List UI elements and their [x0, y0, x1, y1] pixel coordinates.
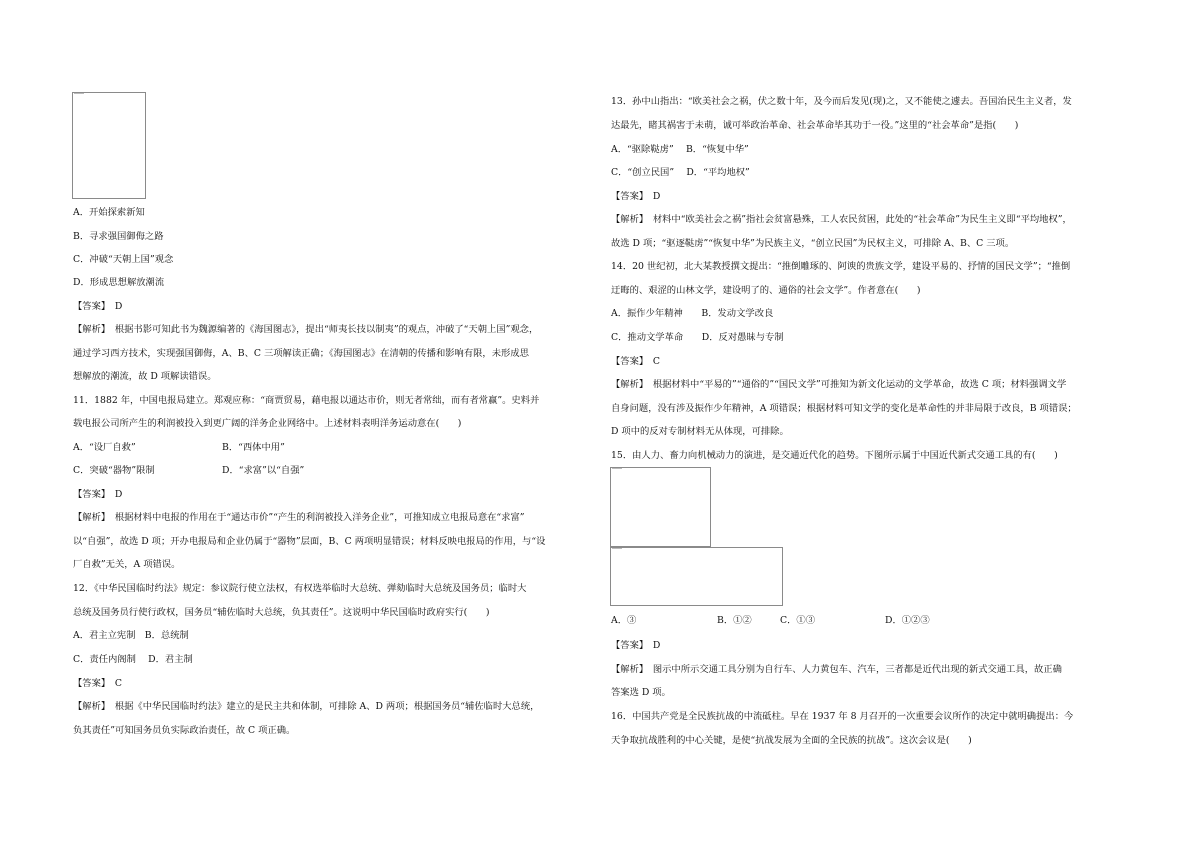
- q11-analysis-line-1: 【解析】 根据材料中电报的作用在于“通达市价”“产生的利润被投入洋务企业”，可推知成立电报局意在“求富”: [73, 512, 525, 523]
- q13-answer: 【答案】 D: [611, 191, 661, 202]
- q15-option-c: C．①③: [780, 615, 816, 626]
- q12-stem-line-2: 总统及国务员行使行政权，国务员“辅佐临时大总统，负其责任”。这说明中华民国临时政府实行( ): [73, 607, 490, 618]
- q11-stem-line-2: 载电报公司所产生的利润被投入到更广阔的洋务企业网络中。上述材料表明洋务运动意在( ): [73, 418, 462, 429]
- q10-option-c: C．冲破“天朝上国”观念: [73, 254, 174, 265]
- q10-analysis-line-2: 通过学习西方技术，实现强国御侮，A、B、C 三项解读正确；《海国图志》在清朝的传播和影响有限，未形成思: [73, 348, 529, 359]
- q10-option-b: B．寻求强国御侮之路: [73, 231, 164, 242]
- q14-stem-line-2: 迂晦的、艰涩的山林文学，建设明了的、通俗的社会文学”。作者意在( ): [611, 285, 921, 296]
- q15-answer: 【答案】 D: [611, 640, 661, 651]
- q10-option-a: A．开始探索新知: [73, 207, 145, 218]
- q15-option-b: B．①②: [717, 615, 752, 626]
- book-cover-image: [72, 92, 146, 199]
- q14-analysis-line-3: D 项中的反对专制材料无从体现，可排除。: [611, 426, 789, 437]
- q15-stem: 15．由人力、畜力向机械动力的演进，是交通近代化的趋势。下图所示属于中国近代新式交通工具的有( ): [611, 450, 1058, 461]
- q15-analysis-line-1: 【解析】 图示中所示交通工具分别为自行车、人力黄包车、汽车，三者都是近代出现的新式交通工具，故正确: [611, 664, 1062, 675]
- q10-option-d: D．形成思想解放潮流: [73, 277, 165, 288]
- q12-analysis-line-1: 【解析】 根据《中华民国临时约法》建立的是民主共和体制，可排除 A、D 两项；根据国务员“辅佐临时大总统，: [73, 701, 540, 712]
- q10-analysis-line-1: 【解析】 根据书影可知此书为魏源编著的《海国图志》，提出“师夷长技以制夷”的观点，冲破了“天朝上国”观念，: [73, 324, 539, 335]
- q13-options-ab: A．“驱除鞑虏” B．“恢复中华”: [611, 144, 749, 155]
- q11-analysis-line-3: 厂自救”无关，A 项错误。: [73, 559, 181, 570]
- q12-stem-line-1: 12．《中华民国临时约法》规定：参议院行使立法权，有权选举临时大总统、弹劾临时大总统及国务员；临时大: [73, 583, 527, 594]
- q13-analysis-line-1: 【解析】 材料中“欧美社会之祸”指社会贫富悬殊，工人农民贫困，此处的“社会革命”为民生主义即“平均地权”，: [611, 214, 1072, 225]
- q14-analysis-line-2: 自身问题，没有涉及振作少年精神，A 项错误；根据材料可知文学的变化是革命性的并非局限于改良，B 项错误；: [611, 403, 1077, 414]
- q15-option-a: A．③: [611, 615, 637, 626]
- q14-answer: 【答案】 C: [611, 356, 660, 367]
- q13-options-cd: C．“创立民国” D．“平均地权”: [611, 167, 750, 178]
- q10-answer: 【答案】 D: [73, 301, 123, 312]
- q13-stem-line-1: 13．孙中山指出：“欧美社会之祸，伏之数十年，及今而后发见(现)之，又不能使之遽去。吾国治民生主义者，发: [611, 96, 1072, 107]
- q14-analysis-line-1: 【解析】 根据材料中“平易的”“通俗的”“国民文学”可推知为新文化运动的文学革命，故选 C 项；材料强调文学: [611, 379, 1067, 390]
- q12-options-cd: C．责任内阁制 D．君主制: [73, 654, 193, 665]
- q12-options-ab: A．君主立宪制 B．总统制: [73, 630, 189, 641]
- q16-stem-line-2: 天争取抗战胜利的中心关键，是使“抗战发展为全面的全民族的抗战”。这次会议是( ): [611, 735, 972, 746]
- q11-option-c: C．突破“器物”限制: [73, 465, 155, 476]
- q11-option-a: A．“设厂自救”: [73, 442, 136, 453]
- q11-option-b: B．“西体中用”: [222, 442, 285, 453]
- q16-stem-line-1: 16．中国共产党是全民族抗战的中流砥柱。早在 1937 年 8 月召开的一次重要会议所作的决定中就明确提出：今: [611, 711, 1074, 722]
- q13-analysis-line-2: 故选 D 项；“驱逐鞑虏”“恢复中华”为民族主义，“创立民国”为民权主义，可排除 A、B、C 三项。: [611, 238, 1015, 249]
- q12-analysis-line-2: 负其责任”可知国务员负实际政治责任，故 C 项正确。: [73, 725, 296, 736]
- transport-image-2: [610, 547, 783, 606]
- q14-stem-line-1: 14．20 世纪初，北大某教授撰文提出：“推倒雕琢的、阿谀的贵族文学，建设平易的、抒情的国民文学”；“推倒: [611, 261, 1071, 272]
- q12-answer: 【答案】 C: [73, 678, 122, 689]
- q15-analysis-line-2: 答案选 D 项。: [611, 687, 671, 698]
- transport-image-1: [610, 467, 711, 547]
- q11-option-d: D．“求富”以“自强”: [222, 465, 305, 476]
- q13-stem-line-2: 达最先，睹其祸害于未萌，诚可举政治革命、社会革命毕其功于一役。”这里的“社会革命”是指( ): [611, 120, 1019, 131]
- q11-analysis-line-2: 以“自强”，故选 D 项；开办电报局和企业仍属于“器物”层面，B、C 两项明显错误；材料反映电报局的作用，与“设: [73, 536, 546, 547]
- q11-answer: 【答案】 D: [73, 489, 123, 500]
- q14-options-cd: C．推动文学革命 D．反对愚昧与专制: [611, 332, 784, 343]
- q10-analysis-line-3: 想解放的潮流，故 D 项解读错误。: [73, 371, 217, 382]
- q15-option-d: D．①②③: [885, 615, 930, 626]
- q14-options-ab: A．振作少年精神 B．发动文学改良: [611, 308, 774, 319]
- q11-stem-line-1: 11．1882 年，中国电报局建立。郑观应称：“商贾贸易，藉电报以通达市价，则无者常绌，而有者常赢”。史料并: [73, 395, 540, 406]
